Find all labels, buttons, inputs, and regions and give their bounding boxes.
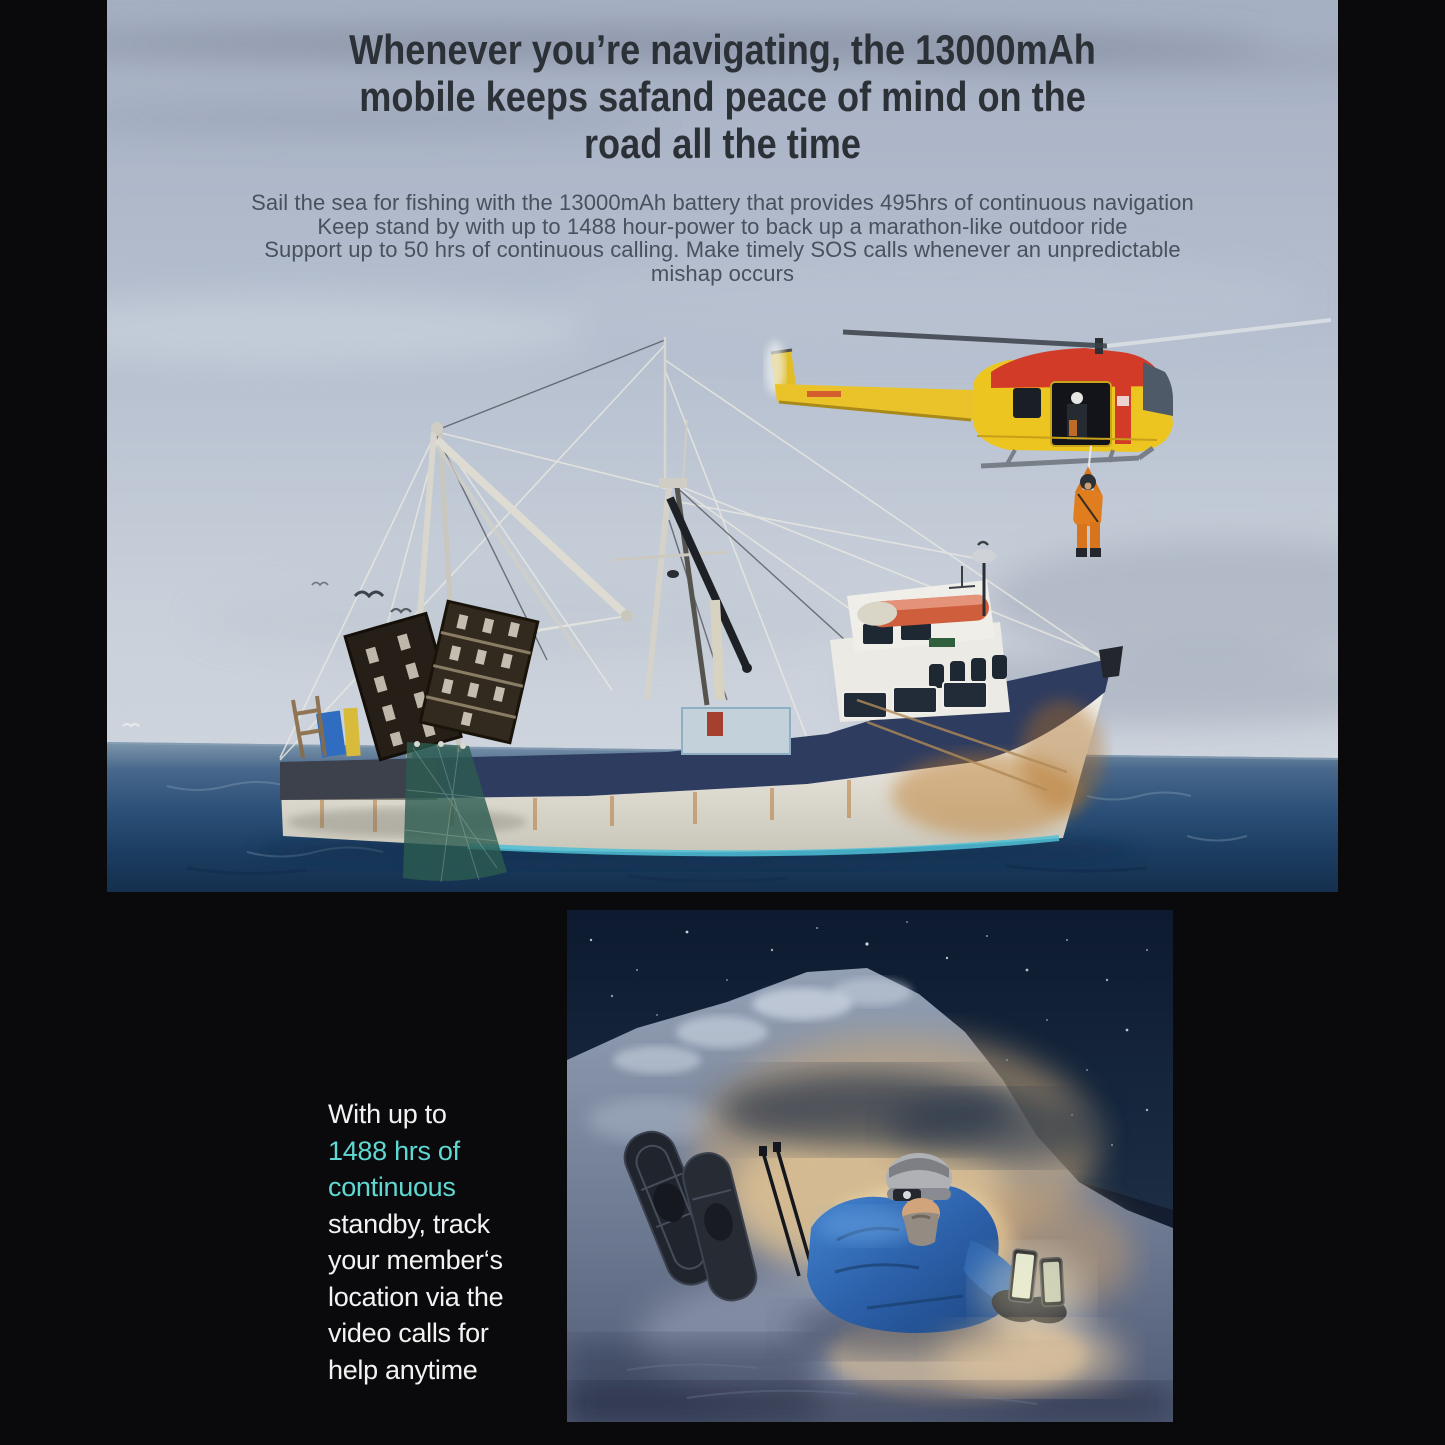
hero-heading-line: Whenever you’re navigating, the 13000mAh — [349, 26, 1096, 73]
hero-subtext-line: Support up to 50 hrs of continuous calling. Make timely SOS calls whenever an unpredictable — [264, 237, 1181, 262]
hero-subtext — [107, 191, 1338, 285]
hero-heading-line: road all the time — [583, 120, 861, 167]
hero-subtext-line: Sail the sea for fishing with the 13000mAh battery that provides 495hrs of continuous navigation — [251, 190, 1194, 215]
standby-line-highlight: 1488 hrs of — [328, 1135, 460, 1166]
standby-line-highlight: continuous — [328, 1172, 456, 1202]
radar-dome — [972, 549, 996, 563]
hero-subtext-line: Keep stand by with up to 1488 hour-power to back up a marathon-like outdoor ride — [317, 213, 1128, 239]
standby-text — [328, 1096, 578, 1388]
hero-heading-line: mobile keeps safand peace of mind on the — [359, 73, 1086, 120]
deck-container — [682, 708, 790, 754]
standby-line: your member‘s — [328, 1245, 503, 1275]
hero-heading — [193, 26, 1252, 167]
standby-line: help anytime — [328, 1354, 478, 1385]
sea-rescue-photo — [107, 0, 1338, 892]
standby-line: standby, track — [328, 1208, 490, 1239]
hero-subtext-line: mishap occurs — [650, 260, 795, 286]
standby-line: video calls for — [328, 1318, 489, 1348]
standby-line: With up to — [328, 1099, 447, 1129]
snow-cave-photo — [567, 910, 1173, 1422]
standby-line: location via the — [328, 1281, 504, 1312]
snow-cave-illustration — [567, 910, 1173, 1422]
